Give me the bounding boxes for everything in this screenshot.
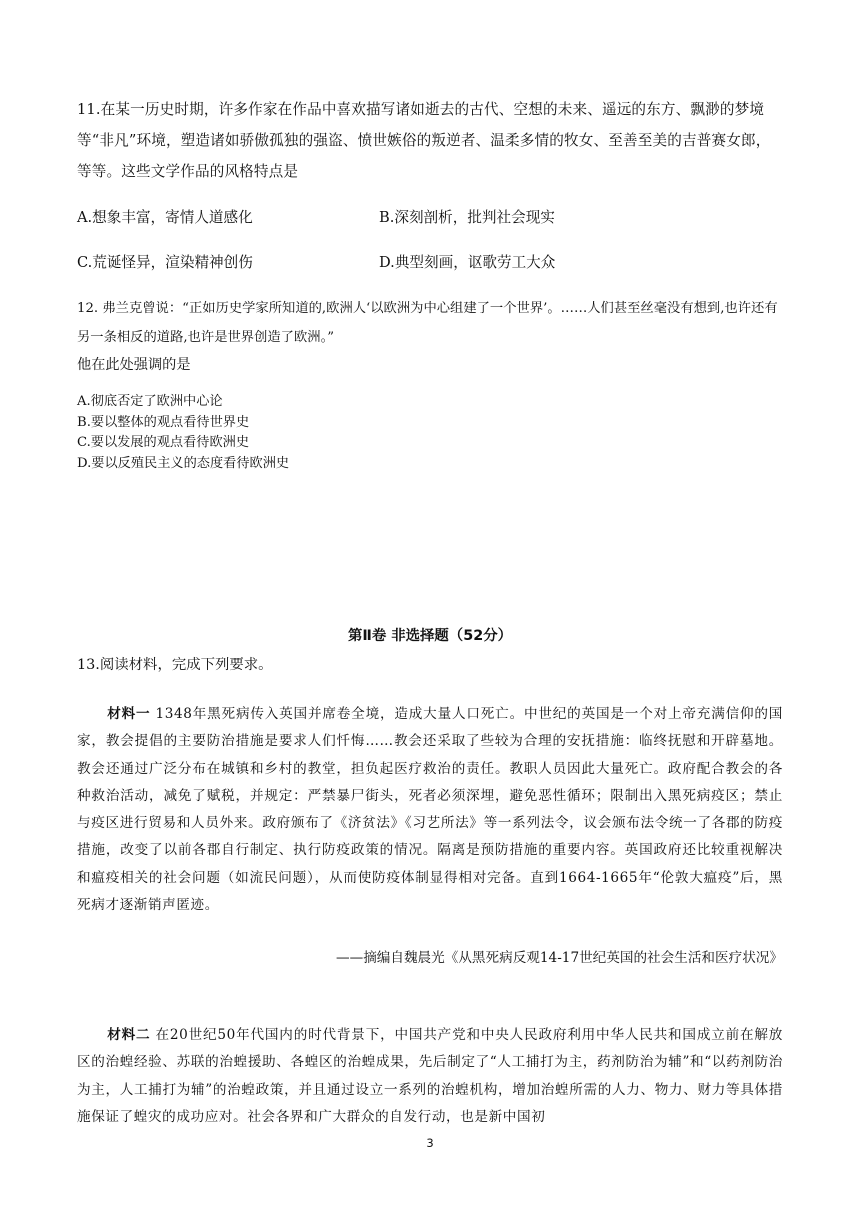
page-number: 3 bbox=[426, 1136, 434, 1150]
material-1-source: ——摘编自魏晨光《从黑死病反观14-17世纪英国的社会生活和医疗状况》 bbox=[336, 950, 783, 966]
section-title: 第Ⅱ卷 非选择题（52分） bbox=[347, 628, 513, 644]
q11-option-a[interactable]: A.想象丰富，寄情人道感化 bbox=[77, 209, 253, 226]
q11-option-d[interactable]: D.典型刻画，讴歌劳工大众 bbox=[379, 254, 556, 271]
question-13-stem: 13.阅读材料，完成下列要求。 bbox=[77, 657, 273, 673]
question-12-stem: 12. 弗兰克曾说：“正如历史学家所知道的,欧洲人‘以欧洲为中心组建了一个世界’。……人们甚至丝毫没有想到,也许还有另一条相反的道路,也许是世界创造了欧洲。” bbox=[77, 301, 778, 345]
material-2-label: 材料二 bbox=[107, 1027, 151, 1043]
material-2-text: 在20世纪50年代国内的时代背景下，中国共产党和中央人民政府利用中华人民共和国成立前在解放区的治蝗经验、苏联的治蝗援助、各蝗区的治蝗成果，先后制定了“人工捕打为主，药剂防治为辅”和“以药剂防治为主，人工捕打为辅”的治蝗政策，并且通过设立一系列的治蝗机构，增加治蝗所需的人力、物力、财力等具体措施保证了蝗灾的成功应对。社会各界和广大群众的自发行动，也是新中国初 bbox=[77, 1027, 783, 1125]
q12-option-c[interactable]: C.要以发展的观点看待欧洲史 bbox=[77, 435, 250, 450]
material-1-text: 1348年黑死病传入英国并席卷全境，造成大量人口死亡。中世纪的英国是一个对上帝充满信仰的国家，教会提倡的主要防治措施是要求人们忏悔……教会还采取了些较为合理的安抚措施：临终抚慰和开辟墓地。教会还通过广泛分布在城镇和乡村的教堂，担负起医疗救治的责任。教职人员因此大量死亡。政府配合教会的各种救治活动，减免了赋税，并规定：严禁暴尸街头，死者必须深埋，避免恶性循环；限制出入黑死病疫区；禁止与疫区进行贸易和人员外来。政府颁布了《济贫法》《习艺所法》等一系列法令，议会颁布法令统一了各郡的防疫措施，改变了以前各郡自行制定、执行防疫政策的情况。隔离是预防措施的重要内容。英国政府还比较重视解决和瘟疫相关的社会问题（如流民问题），从而使防疫体制显得相对完备。直到1664-1665年“伦敦大瘟疫”后，黑死病才逐渐销声匿迹。 bbox=[77, 706, 783, 914]
material-1 bbox=[77, 701, 783, 919]
question-11-stem: 11.在某一历史时期，许多作家在作品中喜欢描写诸如逝去的古代、空想的未来、遥远的东方、飘渺的梦境等“非凡”环境，塑造诸如骄傲孤独的强盗、愤世嫉俗的叛逆者、温柔多情的牧女、至善至美的吉普赛女郎，等等。这些文学作品的风格特点是 bbox=[77, 101, 771, 180]
q12-option-a[interactable]: A.彻底否定了欧洲中心论 bbox=[77, 394, 223, 409]
q11-option-c[interactable]: C.荒诞怪异，渲染精神创伤 bbox=[77, 254, 253, 271]
question-12-options bbox=[77, 392, 783, 474]
q12-option-d[interactable]: D.要以反殖民主义的态度看待欧洲史 bbox=[77, 455, 290, 471]
question-12-prompt: 他在此处强调的是 bbox=[77, 357, 191, 373]
q11-option-b[interactable]: B.深刻剖析，批判社会现实 bbox=[379, 209, 555, 226]
material-1-label: 材料一 bbox=[107, 706, 151, 722]
q12-option-b[interactable]: B.要以整体的观点看待世界史 bbox=[77, 414, 250, 430]
material-2 bbox=[77, 1022, 783, 1131]
